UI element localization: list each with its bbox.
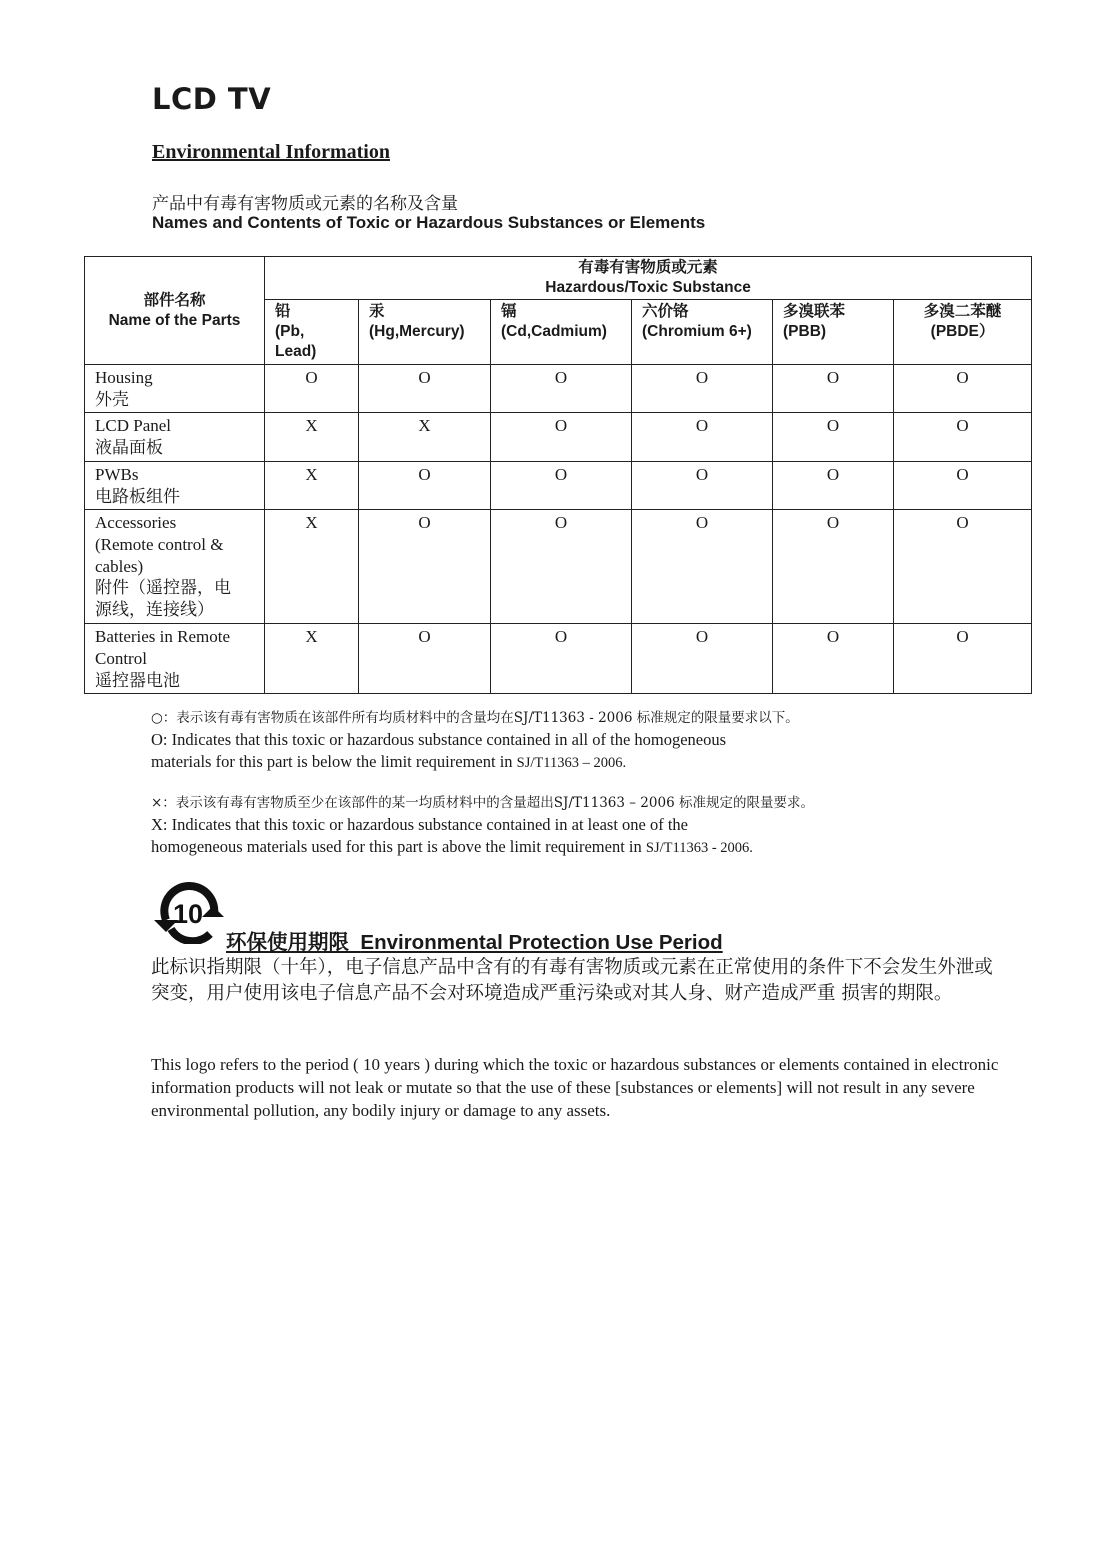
epup-heading-english: Environmental Protection Use Period xyxy=(360,931,723,954)
substance-mark-cell: O xyxy=(632,461,773,509)
column-header-cn: 镉 xyxy=(501,303,517,320)
note-o-english-line1: O: Indicates that this toxic or hazardous substance contained in all of the homogeneous xyxy=(151,730,727,749)
epup-heading-chinese: 环保使用期限 xyxy=(226,931,349,954)
group-header-english: Hazardous/Toxic Substance xyxy=(545,279,751,296)
epup-description-english: This logo refers to the period ( 10 years ) during which the toxic or hazardous substances or elements contained in electronic information products will not leak or mutate so that the use of these [substances or elements] will not result in any severe environmental pollution, any bodily injury or damage to any assets. xyxy=(151,1055,999,1120)
substance-mark-cell: X xyxy=(265,624,359,694)
part-name-line: LCD Panel xyxy=(95,416,172,436)
part-name-cell xyxy=(85,624,265,694)
table-row xyxy=(85,461,1032,509)
substance-mark-cell: O xyxy=(894,413,1032,461)
substance-mark-cell: X xyxy=(265,413,359,461)
column-header-cn: 铅 xyxy=(275,303,291,320)
substance-group-header xyxy=(265,257,1032,300)
substance-mark-cell: O xyxy=(491,413,632,461)
part-name-line: Housing xyxy=(95,368,153,387)
note-x-standard: SJ/T11363 - 2006. xyxy=(645,840,753,856)
substance-mark-cell: O xyxy=(491,510,632,624)
column-header-en: (Pb, xyxy=(275,323,305,340)
table-row xyxy=(85,510,1032,624)
substance-mark-cell: O xyxy=(359,510,491,624)
substance-mark-cell: O xyxy=(773,413,894,461)
note-o xyxy=(151,707,799,774)
substance-mark-cell: O xyxy=(359,461,491,509)
substance-mark-cell: O xyxy=(632,413,773,461)
column-header-en: (PBDE） xyxy=(930,323,995,340)
substance-mark-cell: O xyxy=(491,461,632,509)
note-o-text: materials for this part is below the limit requirement in xyxy=(151,752,513,771)
part-name-line: (Remote control & xyxy=(95,534,224,554)
note-o-standard: SJ/T11363 – 2006. xyxy=(516,755,627,771)
note-x-text: homogeneous materials used for this part is above the limit requirement in xyxy=(151,837,642,856)
substance-mark-cell: O xyxy=(773,624,894,694)
note-o-chinese: ○：表示该有毒有害物质在该部件所有均质材料中的含量均在SJ/T11363 - 2006 标准规定的限量要求以下。 xyxy=(151,710,799,726)
table-body xyxy=(85,365,1032,694)
group-header-chinese: 有毒有害物质或元素 xyxy=(578,259,718,276)
epup-logo-number: 10 xyxy=(172,899,204,929)
part-name-cell xyxy=(85,365,265,413)
part-name-line: Accessories xyxy=(95,513,177,533)
column-header-chromium xyxy=(632,300,773,365)
column-header-en: (Cd,Cadmium) xyxy=(501,323,607,340)
subtitle-chinese: 产品中有毒有害物质或元素的名称及含量 xyxy=(152,194,458,214)
parts-header-english: Name of the Parts xyxy=(108,311,241,329)
column-header-cadmium xyxy=(491,300,632,365)
note-x-chinese: ×：表示该有毒有害物质至少在该部件的某一均质材料中的含量超出SJ/T11363 – 2006 标准规定的限量要求。 xyxy=(151,795,814,811)
substance-mark-cell: O xyxy=(265,365,359,413)
note-o-english-line2 xyxy=(151,751,799,774)
column-header-lead xyxy=(265,300,359,365)
substance-mark-cell: O xyxy=(894,624,1032,694)
substance-mark-cell: O xyxy=(632,624,773,694)
part-name-cell xyxy=(85,461,265,509)
column-header-en: (Hg,Mercury) xyxy=(369,323,465,340)
substance-mark-cell: O xyxy=(894,461,1032,509)
part-name-line: cables) xyxy=(95,556,144,576)
part-name-line: 遥控器电池 xyxy=(95,670,180,690)
column-header-en: (Chromium 6+) xyxy=(642,323,752,340)
epup-10-year-icon xyxy=(152,880,224,944)
subtitle-english: Names and Contents of Toxic or Hazardous Substances or Elements xyxy=(152,213,706,232)
part-name-cell xyxy=(85,413,265,461)
column-header-cn: 六价铬 xyxy=(642,303,689,320)
substance-mark-cell: O xyxy=(773,365,894,413)
section-heading: Environmental Information xyxy=(152,141,390,163)
document-title: LCD TV xyxy=(152,82,272,116)
substance-mark-cell: O xyxy=(632,365,773,413)
part-name-line: 液晶面板 xyxy=(95,438,163,458)
substance-mark-cell: X xyxy=(359,413,491,461)
substance-mark-cell: O xyxy=(359,624,491,694)
column-header-cn: 汞 xyxy=(369,303,385,320)
part-name-line: 电路板组件 xyxy=(95,486,180,506)
column-header-cn: 多溴二苯醚 xyxy=(923,303,1002,320)
column-header-en-2: Lead) xyxy=(275,343,317,360)
substance-mark-cell: X xyxy=(265,510,359,624)
epup-heading xyxy=(226,925,723,955)
substance-mark-cell: O xyxy=(359,365,491,413)
column-header-pbb xyxy=(773,300,894,365)
part-name-line: 外壳 xyxy=(95,389,129,409)
substance-mark-cell: O xyxy=(894,365,1032,413)
substance-mark-cell: O xyxy=(773,461,894,509)
part-name-line: Batteries in Remote xyxy=(95,627,231,647)
epup-description-chinese: 此标识指期限（十年），电子信息产品中含有的有毒有害物质或元素在正常使用的条件下不会发生外泄或突变，用户使用该电子信息产品不会对环境造成严重污染或对其人身、财产造成严重 损害的期限。 xyxy=(151,957,993,1004)
column-header-cn: 多溴联苯 xyxy=(783,303,846,320)
substance-mark-cell: X xyxy=(265,461,359,509)
table-row xyxy=(85,413,1032,461)
column-header-en: (PBB) xyxy=(783,323,827,340)
hazardous-substance-table xyxy=(84,256,1032,694)
part-name-line: 附件（遥控器，电 xyxy=(95,578,231,598)
parts-header-chinese: 部件名称 xyxy=(143,291,206,309)
substance-mark-cell: O xyxy=(491,624,632,694)
table-row xyxy=(85,624,1032,694)
column-header-pbde xyxy=(894,300,1032,365)
column-header-mercury xyxy=(359,300,491,365)
parts-column-header xyxy=(85,257,265,365)
part-name-cell xyxy=(85,510,265,624)
substance-mark-cell: O xyxy=(491,365,632,413)
part-name-line: 源线，连接线） xyxy=(95,600,214,620)
part-name-line: PWBs xyxy=(95,464,139,484)
substance-mark-cell: O xyxy=(632,510,773,624)
part-name-line: Control xyxy=(95,648,147,668)
substance-mark-cell: O xyxy=(773,510,894,624)
table-row xyxy=(85,365,1032,413)
note-x-english-line2 xyxy=(151,836,814,859)
note-x xyxy=(151,792,814,859)
substance-mark-cell: O xyxy=(894,510,1032,624)
note-x-english-line1: X: Indicates that this toxic or hazardous substance contained in at least one of the xyxy=(151,815,688,834)
